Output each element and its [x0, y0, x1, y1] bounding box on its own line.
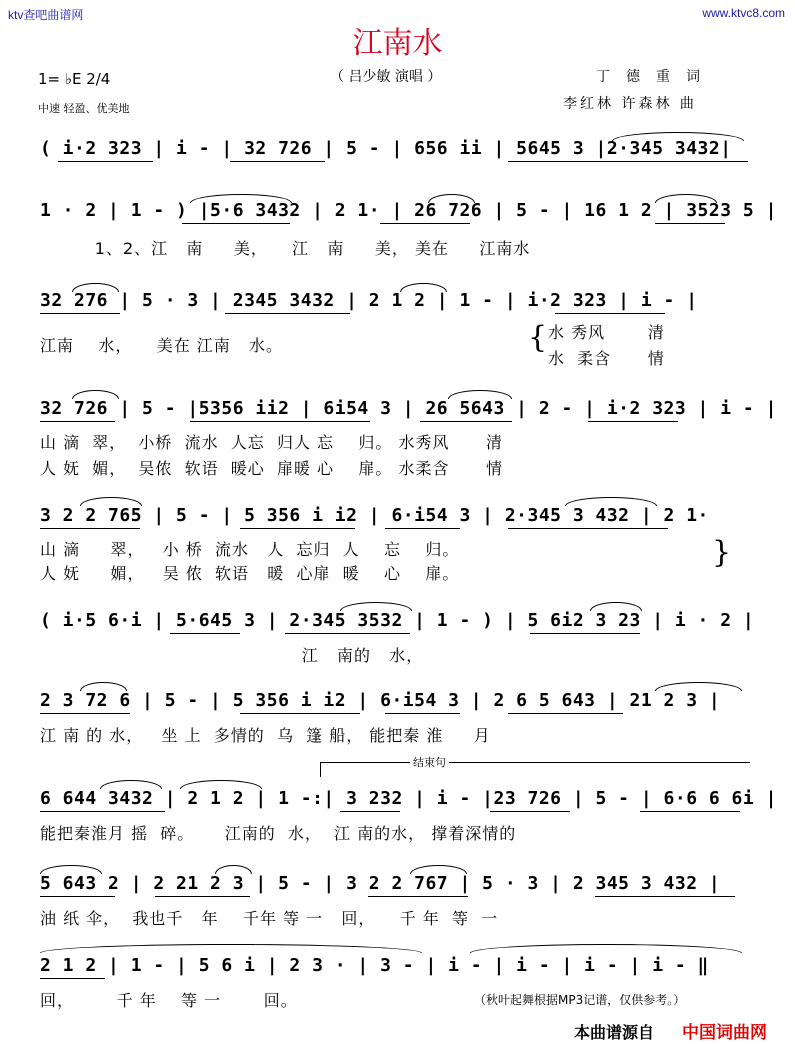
notation-line-2: 1 · 2 | 1 - ) |5·6 3432 | 2 1· | 26 726 | 5 - | 16 1 2 | 3523 5 | — [40, 200, 777, 221]
slur — [80, 497, 142, 506]
lyric-line-5-verse-2: 人 妩 媚， 吴 侬 软语 暖 心扉 暖 心 扉。 — [40, 564, 460, 583]
beam — [58, 161, 153, 162]
notation-line-3: 32 276 | 5 · 3 | 2345 3432 | 2 1 2 | 1 - | i·2 323 | i - | — [40, 290, 698, 311]
beam — [40, 528, 140, 529]
beam — [285, 633, 410, 634]
lyric-line-3-verse-1: 水 秀风 清 — [548, 323, 665, 342]
score-line-8 — [40, 788, 777, 812]
beam — [225, 313, 350, 314]
transcription-note: （秋叶起舞根据MP3记谱，仅供参考。） — [474, 993, 686, 1007]
score-line-5 — [40, 505, 760, 529]
notation-line-4: 32 726 | 5 - |5356 ii2 | 6i54 3 | 26 5643 | 2 - | i·2 323 | i - | — [40, 398, 777, 419]
lyric-line-6: 江 南的 水， — [40, 646, 424, 665]
notation-line-1: ( i·2 323 | i - | 32 726 | 5 - | 656 ii | 5645 3 |2·345 3432| — [40, 138, 732, 159]
beam — [170, 633, 240, 634]
lyric-line-3: 江南 水， 美在 江南 水。 — [40, 336, 284, 355]
beam — [40, 811, 165, 812]
beam — [40, 713, 130, 714]
slur — [400, 283, 447, 292]
slur — [190, 194, 292, 203]
notation-line-7: 2 3 72 6 | 5 - | 5 356 i i2 | 6·i54 3 | 2 6 5 643 | 21 2 3 | — [40, 690, 721, 711]
ending-label: 结束句 — [410, 754, 449, 770]
score-line-2 — [40, 200, 777, 224]
beam — [530, 633, 640, 634]
lyric-line-5-verse-1: 山 滴 翠， 小 桥 流水 人 忘归 人 忘 归。 — [40, 540, 460, 559]
notation-line-5: 3 2 2 765 | 5 - | 5 356 i i2 | 6·i54 3 | 2·345 3 432 | 2 1· — [40, 505, 721, 526]
beam — [240, 713, 360, 714]
beam — [595, 896, 735, 897]
notation-line-9: 5 643 2 | 2 21 2 3 | 5 - | 3 2 2 767 | 5 · 3 | 2 345 3 432 | — [40, 873, 721, 894]
score-line-3 — [40, 290, 760, 314]
lyric-line-4-verse-1: 山 滴 翠， 小桥 流水 人忘 归人 忘 归。 水秀风 清 — [40, 433, 503, 452]
lyricist-credit: 丁德重词 — [596, 69, 716, 85]
lyric-line-9: 油 纸 伞， 我也千 年 千年 等 一 回， 千 年 等 一 — [40, 909, 499, 928]
beam — [190, 421, 370, 422]
notation-line-8: 6 644 3432 | 2 1 2 | 1 -:| 3 232 | i - |23 726 | 5 - | 6·6 6 6i | — [40, 788, 777, 809]
lyric-line-7: 江 南 的 水， 坐 上 多情的 乌 篷 船， 能把秦 淮 月 — [40, 726, 491, 745]
score-line-6 — [40, 610, 760, 634]
beam — [40, 421, 115, 422]
beam — [655, 223, 725, 224]
slur — [612, 132, 744, 141]
verse-brace: { — [528, 320, 548, 355]
ending-bracket — [320, 762, 750, 763]
slur — [565, 497, 657, 506]
score-line-4 — [40, 398, 777, 422]
beam — [640, 811, 740, 812]
score-line-7 — [40, 690, 760, 714]
slur — [72, 283, 119, 292]
slur — [180, 780, 262, 789]
beam — [340, 811, 400, 812]
beam — [40, 978, 105, 979]
slur — [448, 390, 512, 399]
beam — [508, 528, 668, 529]
beam — [230, 161, 325, 162]
verse-brace: } — [712, 535, 732, 570]
slur — [655, 682, 742, 691]
song-title: 江南水 — [352, 26, 443, 61]
key-signature: 1= ♭E 2/4 — [38, 70, 111, 88]
tempo-marking: 中速 轻盈、优美地 — [38, 102, 130, 115]
composer-credit: 李红林 许森林 曲 — [563, 96, 697, 112]
beam — [380, 223, 470, 224]
notation-line-10: 2 1 2 | 1 - | 5 6 i | 2 3 · | 3 - | i - | i - | i - | i - ‖ — [40, 955, 709, 976]
beam — [240, 528, 355, 529]
beam — [40, 313, 120, 314]
beam — [555, 313, 665, 314]
source-label: 本曲谱源自 — [574, 1023, 655, 1042]
beam — [508, 161, 748, 162]
lyric-line-2: 1、2、江 南 美， 江 南 美， 美在 江南水 — [40, 239, 531, 258]
score-line-1 — [40, 138, 760, 162]
beam — [490, 811, 570, 812]
beam — [182, 223, 290, 224]
score-line-10 — [40, 955, 760, 979]
lyric-line-10: 回， 千 年 等 一 回。 — [40, 991, 298, 1010]
beam — [508, 713, 623, 714]
slur — [655, 194, 717, 203]
slur — [100, 780, 162, 789]
site-watermark-left: ktv查吧曲谱网 — [8, 8, 84, 22]
slur — [340, 602, 412, 611]
slur — [40, 944, 422, 953]
slur — [215, 865, 252, 874]
lyric-line-3-verse-2: 水 柔含 情 — [548, 349, 665, 368]
slur — [40, 865, 102, 874]
beam — [368, 896, 468, 897]
lyric-line-4-verse-2: 人 妩 媚， 吴侬 软语 暖心 扉暖 心 扉。 水柔含 情 — [40, 459, 503, 478]
score-line-9 — [40, 873, 760, 897]
beam — [385, 713, 460, 714]
slur — [80, 682, 127, 691]
beam — [40, 896, 115, 897]
notation-line-6: ( i·5 6·i | 5·645 3 | 2·345 3532 | 1 - ) | 5 6i2 3 23 | i · 2 | — [40, 610, 755, 631]
slur — [410, 865, 467, 874]
site-watermark-right: www.ktvc8.com — [702, 6, 785, 20]
slur — [470, 944, 742, 953]
performer-credit: （ 吕少敏 演唱 ） — [330, 69, 442, 85]
source-site: 中国词曲网 — [682, 1023, 767, 1043]
beam — [420, 421, 512, 422]
slur — [72, 390, 119, 399]
slur — [590, 602, 642, 611]
beam — [385, 528, 460, 529]
beam — [588, 421, 678, 422]
slur — [428, 194, 475, 203]
lyric-line-8: 能把秦淮月 摇 碎。 江南的 水， 江 南的水， 撑着深情的 — [40, 824, 517, 843]
beam — [155, 896, 250, 897]
